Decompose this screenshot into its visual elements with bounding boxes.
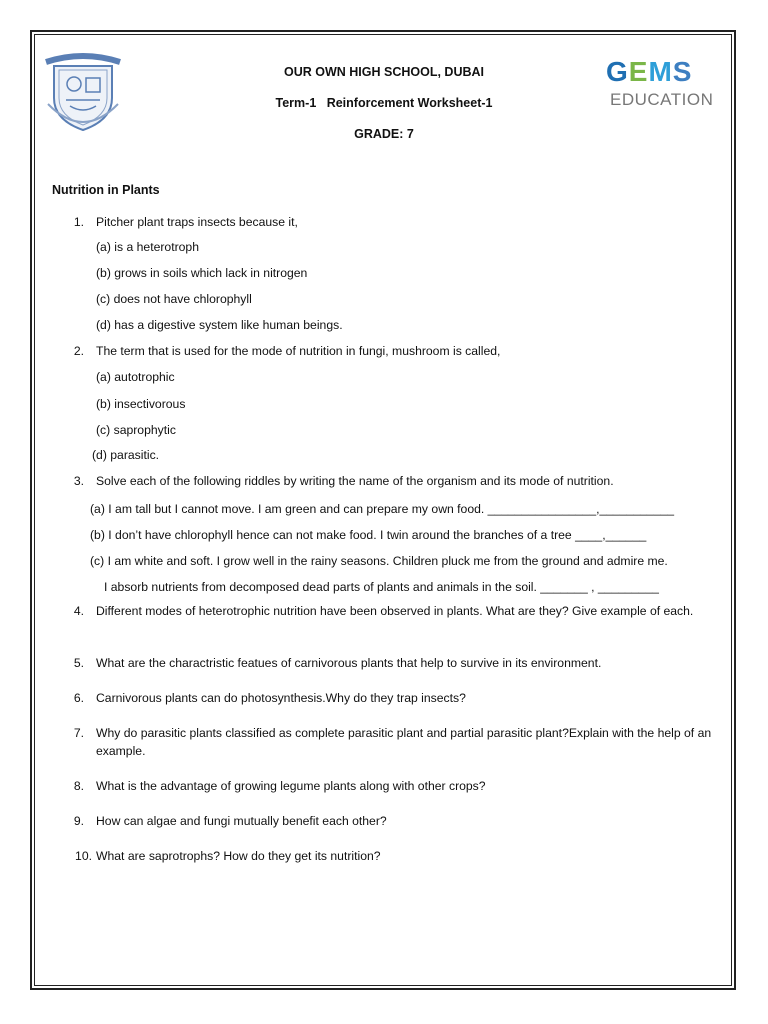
school-name: OUR OWN HIGH SCHOOL, DUBAI: [284, 65, 484, 79]
option: (b) grows in soils which lack in nitrogen: [96, 266, 308, 280]
option: (c) does not have chlorophyll: [96, 292, 252, 306]
riddle-continued: I absorb nutrients from decomposed dead parts of plants and animals in the soil. _______ , _________: [104, 580, 659, 594]
riddle: (a) I am tall but I cannot move. I am green and can prepare my own food. ________________,___________: [90, 502, 675, 516]
question-text: Different modes of heterotrophic nutrition have been observed in plants. What are they? Give example of each.: [96, 604, 694, 618]
riddle: (b) I don’t have chlorophyll hence can not make food. I twin around the branches of a tree ____,______: [90, 528, 647, 542]
option: (a) autotrophic: [96, 370, 175, 384]
question-number: 10.: [75, 849, 92, 863]
school-crest-icon: [40, 48, 126, 134]
question-number: 5.: [73, 656, 84, 670]
question-number: 9.: [73, 814, 84, 828]
question-text: Carnivorous plants can do photosynthesis.Why do they trap insects?: [96, 691, 466, 705]
option: (b) insectivorous: [96, 397, 186, 411]
question-number: 2.: [73, 344, 84, 358]
question-number: 4.: [73, 604, 84, 618]
school-crest-logo: [40, 48, 126, 134]
question-text: Pitcher plant traps insects because it,: [96, 215, 298, 229]
option: (d) has a digestive system like human beings.: [96, 318, 343, 332]
question-text: Solve each of the following riddles by writing the name of the organism and its mode of nutrition.: [96, 474, 614, 488]
question-text: What are the charactristic featues of carnivorous plants that help to survive in its environment.: [96, 656, 602, 670]
gems-wordmark: GEMS: [606, 56, 693, 87]
question-text: How can algae and fungi mutually benefit each other?: [96, 814, 387, 828]
question-text: The term that is used for the mode of nutrition in fungi, mushroom is called,: [96, 344, 501, 358]
question-number: 6.: [73, 691, 84, 705]
question-text: What is the advantage of growing legume plants along with other crops?: [96, 779, 486, 793]
option: (c) saprophytic: [96, 423, 176, 437]
option: (a) is a heterotroph: [96, 240, 199, 254]
education-wordmark: EDUCATION: [610, 90, 714, 109]
question-number: 8.: [73, 779, 84, 793]
worksheet-title: Term-1 Reinforcement Worksheet-1: [275, 96, 493, 110]
option: (d) parasitic.: [92, 448, 160, 462]
grade-label: GRADE: 7: [354, 127, 414, 141]
question-number: 3.: [73, 474, 84, 488]
question-number: 1.: [73, 215, 84, 229]
question-number: 7.: [73, 726, 84, 740]
question-text: What are saprotrophs? How do they get its nutrition?: [96, 849, 381, 863]
section-title: Nutrition in Plants: [52, 183, 160, 197]
question-text: Why do parasitic plants classified as complete parasitic plant and partial parasitic plant?Explain with the help of an example.: [96, 726, 712, 758]
riddle: (c) I am white and soft. I grow well in the rainy seasons. Children pluck me from the ground and admire me.: [90, 554, 668, 568]
